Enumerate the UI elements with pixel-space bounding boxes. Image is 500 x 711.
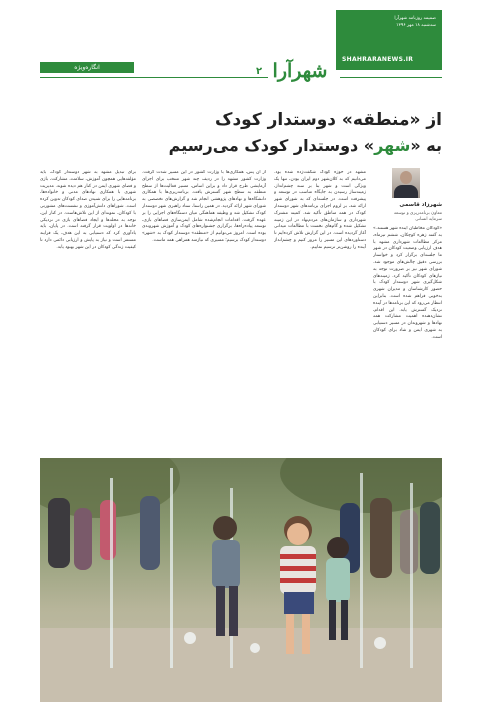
header-rule (40, 77, 268, 78)
author-role: معاون برنامه‌ریزی و توسعه سرمایه انسانی (393, 211, 442, 222)
page-number: ۲ (256, 66, 263, 77)
headline-line1: از «منطقه» دوستدار کودک (215, 110, 442, 130)
newspaper-logo: شهرآرا (272, 60, 328, 82)
header-rule-right (340, 77, 442, 78)
fountain-photo (40, 458, 442, 702)
section-tag: انگاره‌ویژه (40, 62, 134, 73)
author-suit (394, 185, 418, 198)
issue-line: ضمیمه روزنامه شهرآرا (394, 16, 436, 21)
article-column-3: از آن پس، همکاری‌ها با وزارت کشور در این مسیر شدت گرفت. وزارت کشور مشهد را در ردیف چند شهر منتخب برای اجرای آزمایشی طرح قرار داد و براین اساس، مسیر فعالیت‌ها از سطح منطقه به سطح شهر گسترش یافت. برنامه‌ریزی‌ها با همکاری دانشگاه‌ها و نهادهای پژوهشی انجام شد و گزارش‌های تخصصی به شورای شهر ارائه گردید. در همین راستا، ستاد راهبری شهر دوستدار کودک تشکیل شد و وظیفه هماهنگی میان دستگاه‌های اجرایی را بر عهده گرفت. اقدامات انجام‌شده شامل ایمن‌سازی فضاهای بازی، توسعه پیاده‌راه‌ها، برگزاری جشنواره‌های کودک و آموزش شهروندی بوده است. امروز می‌توانیم از «منطقه» دوستدار کودک به «شهر» دوستدار کودک برسیم؛ مسیری که نیازمند همراهی همه ماست. (142, 170, 266, 243)
author-photo (392, 168, 420, 198)
headline-suffix: » دوستدار کودک می‌رسیم (168, 136, 375, 155)
article-column-1: «کودکان مخاطبان آینده شهر هستند.» به گفته زهره کوچکان، ششم تیرماه، مرکز مطالعات شهرداری مشهد با هدف ارزیابی وضعیت کودکان در شهر ما جلسه‌ای برگزار کرد و خواستار بررسی دقیق چالش‌های موجود شد. شورای شهر نیز بر ضرورت توجه به نیازهای کودکان تأکید کرد. زمینه‌های شکل‌گیری شهر دوستدار کودک با حضور کارشناسان و مدیران شهری به‌خوبی فراهم شده است. بنابراین انتظار می‌رود که این برنامه‌ها در آینده نزدیک گسترش یابد. این اقدام، نشان‌دهنده اهمیت مشارکت همه نهادها و شهروندان در مسیر دستیابی به شهری ایمن و شاد برای کودکان است. (373, 226, 442, 340)
author-head (400, 171, 412, 184)
masthead-box (336, 10, 442, 70)
headline-highlight: شهر (374, 136, 411, 155)
headline-line2 (62, 136, 442, 155)
article-column-4: برای تبدیل مشهد به شهر دوستدار کودک، باید مؤلفه‌هایی همچون آموزش، سلامت، مشارکت، بازی و فضای شهری ایمن در کنار هم دیده شوند. مدیریت شهری با همکاری نهادهای مدنی و خانواده‌ها، برنامه‌هایی را برای شنیدن صدای کودکان تدوین کرده است. شوراهای دانش‌آموزی و نشست‌های مشورتی با کودکان، نمونه‌ای از این تلاش‌هاست. در کنار این، توجه به محله‌ها و ایجاد فضاهای بازی در نزدیکی خانه‌ها در اولویت قرار گرفته است. در پایان، باید یادآوری کرد که دستیابی به این هدف، یک فرایند مستمر است و نیاز به پایش و ارزیابی دائمی دارد تا کیفیت زندگی کودکان در این شهر بهبود یابد. (40, 170, 136, 250)
headline-prefix: به « (410, 136, 442, 155)
site-address[interactable]: SHAHRARANEWS.IR (342, 56, 414, 63)
article-column-2: مشهد در حوزه کودک شگفت‌زده شده بود. می‌دانیم که به کلان‌شهر دوم ایران بودن، تنها یک ویژگی است و شهر بنا بر سند چشم‌انداز، زمینه‌ساز رسیدن به جایگاه مناسب در توسعه و پیشرفت است. در جلسه‌ای که به شورای شهر ارائه شد، بر لزوم اجرای برنامه‌های شهر دوستدار کودک در همه مناطق تأکید شد. کمیته مشترک شهرداری و سازمان‌های مردم‌نهاد در این زمینه تشکیل شده و گام‌های نخست با مطالعات میدانی آغاز گردیده است. در این گزارش تلاش کرده‌ایم تا دستاوردهای این مسیر را مرور کنیم و چشم‌انداز آینده را روشن‌تر ترسیم نماییم. (274, 170, 366, 250)
author-name: شهرزاد قاسمی (399, 202, 442, 208)
fountain-scene (40, 458, 442, 702)
date-line: سه‌شنبه ۱۸ مهر ۱۳۹۶ (396, 23, 436, 28)
